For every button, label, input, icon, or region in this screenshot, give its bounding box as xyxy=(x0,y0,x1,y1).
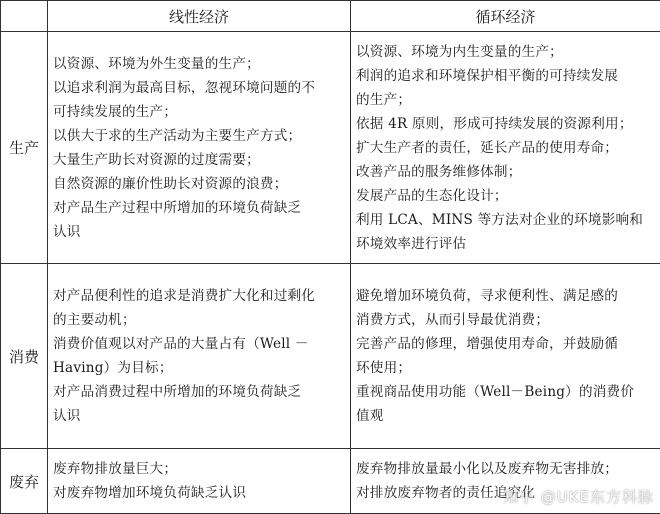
cell-text-line: 大量生产助长对资源的过度需要； xyxy=(53,148,345,172)
header-blank-cell xyxy=(1,1,48,32)
cell-text-line: 改善产品的服务维修体制； xyxy=(356,160,655,184)
cell-text-line: 扩大生产者的责任，延长产品的使用寿命； xyxy=(356,136,655,160)
cell-text-line: 以资源、环境为内生变量的生产； xyxy=(356,40,655,64)
cell-text-line: 自然资源的廉价性助长对资源的浪费； xyxy=(53,172,345,196)
cell-text-line: 对废弃物增加环境负荷缺乏认识 xyxy=(53,481,345,505)
cell-text-line: 依据 4R 原则，形成可持续发展的资源利用； xyxy=(356,112,655,136)
row-label-consumption: 消费 xyxy=(1,264,48,449)
header-row xyxy=(1,1,660,32)
cell-text-line: 利润的追求和环境保护相平衡的可持续发展 xyxy=(356,64,655,88)
cell-text-line: 可持续发展的生产； xyxy=(53,100,345,124)
cell-text-line: 消费方式，从而引导最优消费； xyxy=(356,308,655,332)
cell-text-line: 以追求利润为最高目标，忽视环境问题的不 xyxy=(53,76,345,100)
cell-text-line: 值观 xyxy=(356,404,655,428)
cell-text-line: 发展产品的生态化设计； xyxy=(356,184,655,208)
consumption-linear-cell xyxy=(48,264,351,449)
row-label-production: 生产 xyxy=(1,32,48,264)
cell-text-line: 以资源、环境为外生变量的生产； xyxy=(53,52,345,76)
cell-text-line: 完善产品的修理，增强使用寿命，并鼓励循 xyxy=(356,332,655,356)
watermark-text: 知乎 @UKE东方科脉 xyxy=(503,486,654,507)
cell-text-line: 废弃物排放量最小化以及废弃物无害排放； xyxy=(356,457,655,481)
table-row-production xyxy=(1,32,660,264)
cell-text-line: 利用 LCA、MINS 等方法对企业的环境影响和 xyxy=(356,208,655,232)
cell-text-line: 认识 xyxy=(53,404,345,428)
production-circular-cell xyxy=(351,32,660,264)
cell-text-line: 对产品生产过程中所增加的环境负荷缺乏 xyxy=(53,196,345,220)
consumption-circular-cell xyxy=(351,264,660,449)
cell-text-line: 对产品消费过程中所增加的环境负荷缺乏 xyxy=(53,380,345,404)
production-linear-cell xyxy=(48,32,351,264)
row-label-disposal: 废弃 xyxy=(1,449,48,514)
cell-text-line: 认识 xyxy=(53,220,345,244)
cell-text-line: 环境效率进行评估 xyxy=(356,232,655,256)
cell-text-line: 废弃物排放量巨大； xyxy=(53,457,345,481)
cell-text-line: 消费价值观以对产品的大量占有（Well － xyxy=(53,332,345,356)
cell-text-line: 环使用； xyxy=(356,356,655,380)
header-linear-economy: 线性经济 xyxy=(48,1,351,32)
cell-text-line: Having）为目标； xyxy=(53,356,345,380)
cell-text-line: 以供大于求的生产活动为主要生产方式； xyxy=(53,124,345,148)
header-circular-economy: 循环经济 xyxy=(351,1,660,32)
cell-text-line: 避免增加环境负荷，寻求便利性、满足感的 xyxy=(356,284,655,308)
disposal-linear-cell xyxy=(48,449,351,514)
cell-text-line: 的生产； xyxy=(356,88,655,112)
cell-text-line: 对产品便利性的追求是消费扩大化和过剩化 xyxy=(53,284,345,308)
cell-text-line: 的主要动机； xyxy=(53,308,345,332)
table-row-consumption xyxy=(1,264,660,449)
cell-text-line: 重视商品使用功能（Well－Being）的消费价 xyxy=(356,380,655,404)
cell-text-line: 对排放废弃物者的责任追究化 xyxy=(356,481,655,505)
